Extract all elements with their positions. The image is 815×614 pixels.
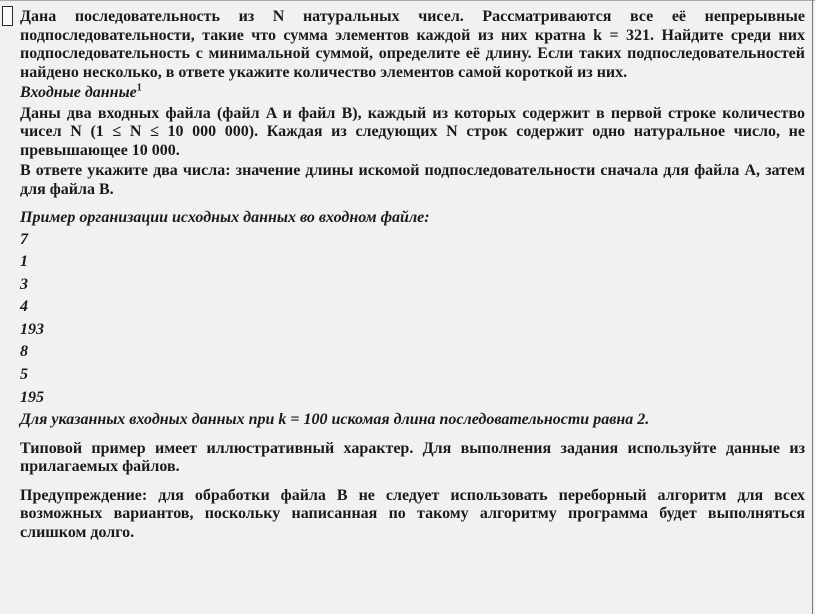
example-result: Для указанных входных данных при k = 100 искомая длина последовательности равна 2. xyxy=(20,411,650,429)
top-divider xyxy=(0,0,815,1)
example-value: 8 xyxy=(20,343,28,361)
example-values-list xyxy=(20,229,805,410)
example-value: 3 xyxy=(20,275,28,293)
example-value: 193 xyxy=(20,320,44,338)
illustrative-note: Типовой пример имеет иллюстративный характер. Для выполнения задания используйте данные из прилагаемых файлов. xyxy=(20,439,805,476)
example-value: 195 xyxy=(20,388,44,406)
input-heading: Входные данные$^1$ xyxy=(20,82,142,101)
performance-warning: Предупреждение: для обработки файла B не следует использовать переборный алгоритм для всех возможных вариантов, поскольку написанная по такому алгоритму программа будет выполняться слишком долго. xyxy=(20,486,805,541)
example-value: 4 xyxy=(20,298,28,316)
example-heading: Пример организации исходных данных во входном файле: xyxy=(20,209,430,226)
right-divider xyxy=(812,0,813,614)
task-statement: Дана последовательность из N натуральных чисел. Рассматриваются все её непрерывные подпоследовательности, такие что сумма элементов каждой из них кратна k = 321. Найдите среди них подпоследовательность с минимальной суммой, определите её длину. Если таких подпоследовательностей найдено несколько, в ответе укажите количество элементов самой короткой из них. xyxy=(20,8,805,81)
example-value: 1 xyxy=(20,253,28,271)
answer-checkbox xyxy=(2,6,13,26)
answer-format: В ответе укажите два числа: значение длины искомой подпоследовательности сначала для файла A, затем для файла B. xyxy=(20,162,805,198)
example-value: 7 xyxy=(20,230,28,248)
input-description: Даны два входных файла (файл A и файл B), каждый из которых содержит в первой строке количество чисел N (1 ≤ N ≤ 10 000 000). Каждая из следующих N строк содержит одно натуральное число, не превышающее 10 000. xyxy=(20,104,805,159)
example-value: 5 xyxy=(20,366,28,384)
